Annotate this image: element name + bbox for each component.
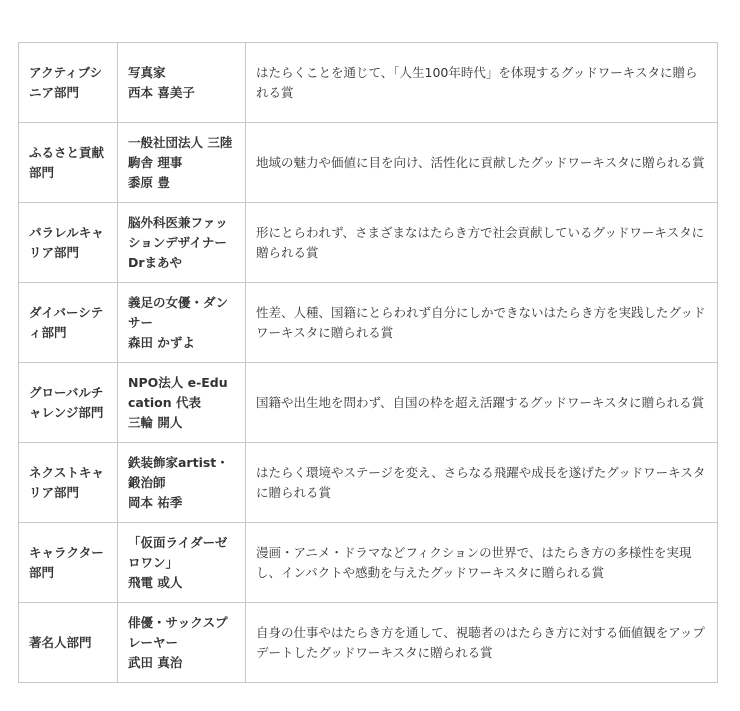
awards-table (18, 42, 718, 683)
winner-name: 黍原 豊 (128, 174, 170, 190)
table-row (19, 523, 718, 603)
description-cell: はたらく環境やステージを変え、さらなる飛躍や成長を遂げたグッドワーキスタに贈られる賞 (246, 443, 718, 523)
winner-name: 岡本 祐季 (128, 494, 183, 510)
winner-cell (118, 363, 246, 443)
winner-title: 俳優・サックスプレーヤー (128, 614, 228, 650)
winner-cell (118, 523, 246, 603)
table-row (19, 283, 718, 363)
winner-cell (118, 123, 246, 203)
table-row (19, 203, 718, 283)
winner-title: NPO法人 e-Education 代表 (128, 374, 228, 410)
winner-title: 写真家 (128, 64, 166, 80)
description-cell: 形にとらわれず、さまざまなはたらき方で社会貢献しているグッドワーキスタに贈られる賞 (246, 203, 718, 283)
table-row (19, 363, 718, 443)
winner-cell (118, 603, 246, 683)
winner-title: 鉄装飾家artist・鍛治師 (128, 454, 229, 490)
winner-name: 飛電 或人 (128, 574, 183, 590)
winner-cell (118, 203, 246, 283)
winner-title: 一般社団法人 三陸駒舎 理事 (128, 134, 233, 170)
description-cell: 地域の魅力や価値に目を向け、活性化に貢献したグッドワーキスタに贈られる賞 (246, 123, 718, 203)
table-row (19, 123, 718, 203)
description-cell: 自身の仕事やはたらき方を通して、視聴者のはたらき方に対する価値観をアップデートしたグッドワーキスタに贈られる賞 (246, 603, 718, 683)
department-cell: アクティブシニア部門 (19, 43, 118, 123)
winner-name: 森田 かずよ (128, 334, 195, 350)
winner-cell (118, 443, 246, 523)
description-cell: 国籍や出生地を問わず、自国の枠を超え活躍するグッドワーキスタに贈られる賞 (246, 363, 718, 443)
description-cell: はたらくことを通じて、「人生100年時代」を体現するグッドワーキスタに贈られる賞 (246, 43, 718, 123)
winner-name: 西本 喜美子 (128, 84, 195, 100)
winner-cell (118, 43, 246, 123)
winner-cell (118, 283, 246, 363)
table-row (19, 603, 718, 683)
winner-name: Drまあや (128, 254, 183, 270)
department-cell: ふるさと貢献部門 (19, 123, 118, 203)
winner-title: 脳外科医兼ファッションデザイナー (128, 214, 228, 250)
description-cell: 性差、人種、国籍にとらわれず自分にしかできないはたらき方を実践したグッドワーキスタに贈られる賞 (246, 283, 718, 363)
description-cell: 漫画・アニメ・ドラマなどフィクションの世界で、はたらき方の多様性を実現し、インパクトや感動を与えたグッドワーキスタに贈られる賞 (246, 523, 718, 603)
winner-title: 義足の女優・ダンサー (128, 294, 229, 330)
winner-name: 武田 真治 (128, 654, 183, 670)
department-cell: 著名人部門 (19, 603, 118, 683)
department-cell: キャラクター部門 (19, 523, 118, 603)
department-cell: グローバルチャレンジ部門 (19, 363, 118, 443)
department-cell: パラレルキャリア部門 (19, 203, 118, 283)
table-row (19, 43, 718, 123)
table-row (19, 443, 718, 523)
department-cell: ダイバーシティ部門 (19, 283, 118, 363)
winner-title: 「仮面ライダーゼロワン」 (128, 534, 228, 570)
department-cell: ネクストキャリア部門 (19, 443, 118, 523)
winner-name: 三輪 開人 (128, 414, 183, 430)
